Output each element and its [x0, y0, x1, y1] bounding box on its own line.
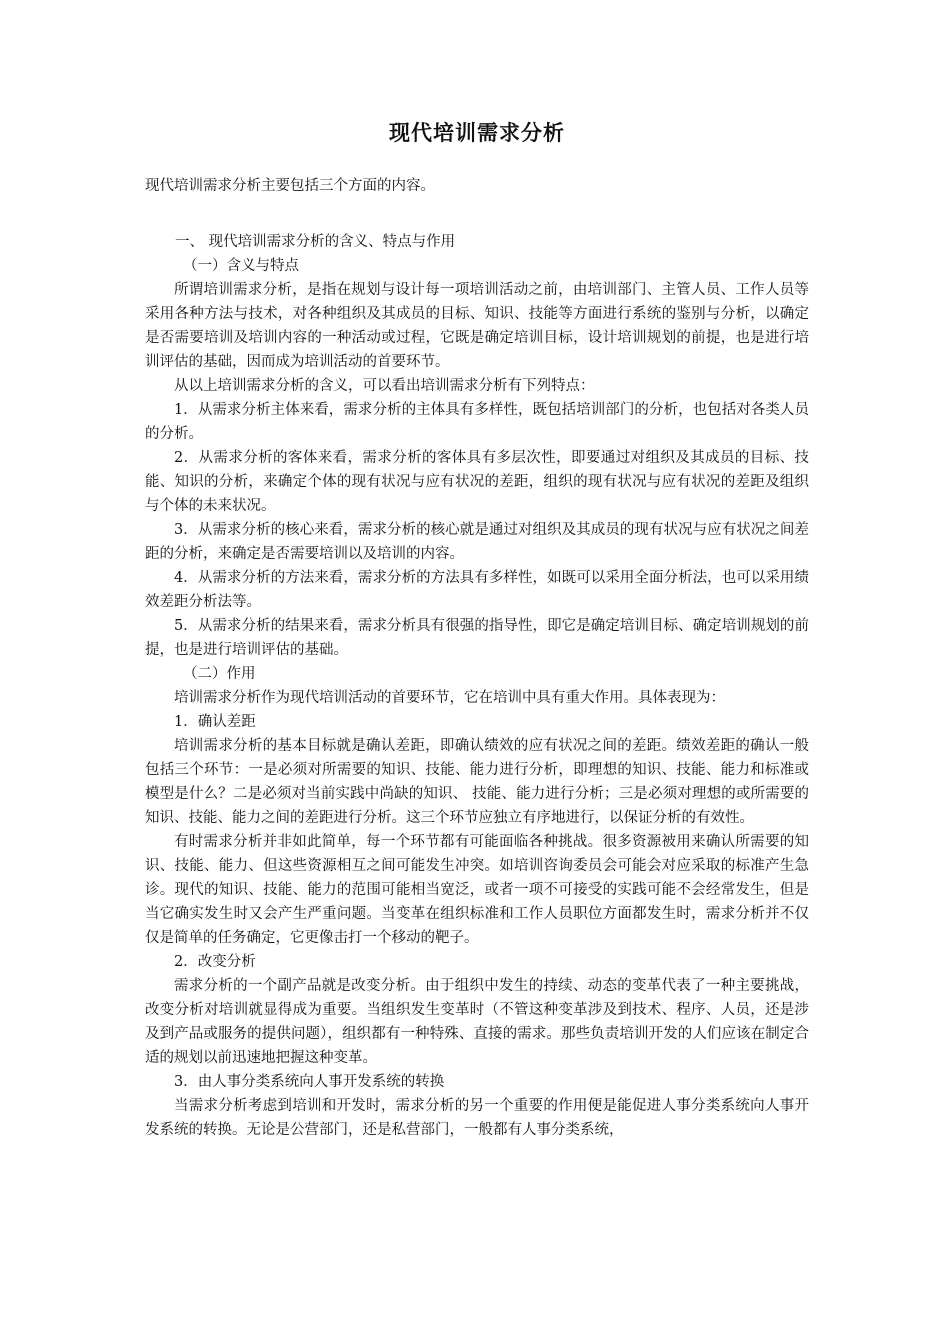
paragraph-features-intro: 从以上培训需求分析的含义，可以看出培训需求分析有下列特点：	[174, 378, 595, 394]
paragraph-definition: 所谓培训需求分析，是指在规划与设计每一项培训活动之前，由培训部门、主管人员、工作人员等采用各种方法与技术，对各种组织及其成员的目标、知识、技能等方面进行系统的鉴别与分析，以确定是否需要培训及培训内容的一种活动或过程，它既是确定培训目标，设计培训规划的前提，也是进行培训评估的基础，因而成为培训活动的首要环节。	[145, 282, 809, 370]
feature-point-3: 3．从需求分析的核心来看，需求分析的核心就是通过对组织及其成员的现有状况与应有状况之间差距的分析，来确定是否需要培训以及培训的内容。	[145, 522, 809, 562]
subsection-heading-2: （二）作用	[183, 666, 256, 682]
item-heading-1: 1．确认差距	[174, 714, 256, 730]
document-page	[145, 118, 809, 1142]
paragraph-challenges: 有时需求分析并非如此简单，每一个环节都有可能面临各种挑战。很多资源被用来确认所需要的知识、技能、能力、但这些资源相互之间可能发生冲突。如培训咨询委员会可能会对应采取的标准产生急诊。现代的知识、技能、能力的范围可能相当宽泛，或者一项不可接受的实践可能不会经常发生，但是当它确实发生时又会产生严重问题。当变革在组织标准和工作人员职位方面都发生时，需求分析并不仅仅是简单的任务确定，它更像击打一个移动的靶子。	[145, 834, 809, 946]
paragraph-change-analysis: 需求分析的一个副产品就是改变分析。由于组织中发生的持续、动态的变革代表了一种主要挑战，改变分析对培训就显得成为重要。当组织发生变革时（不管这种变革涉及到技术、程序、人员，还是涉及到产品或服务的提供问题），组织都有一种特殊、直接的需求。那些负责培训开发的人们应该在制定合适的规划以前迅速地把握这种变革。	[145, 978, 809, 1066]
feature-point-2: 2．从需求分析的客体来看，需求分析的客体具有多层次性，即要通过对组织及其成员的目标、技能、知识的分析，来确定个体的现有状况与应有状况的差距，组织的现有状况与应有状况的差距及组织与个体的未来状况。	[145, 450, 809, 514]
feature-point-4: 4．从需求分析的方法来看，需求分析的方法具有多样性，如既可以采用全面分析法，也可以采用绩效差距分析法等。	[145, 570, 809, 610]
item-heading-2: 2．改变分析	[174, 954, 256, 970]
blank-line	[145, 222, 809, 230]
section-heading-1: 一、 现代培训需求分析的含义、特点与作用	[175, 234, 456, 250]
item-heading-3: 3．由人事分类系统向人事开发系统的转换	[174, 1074, 445, 1090]
document-title: 现代培训需求分析	[389, 121, 565, 145]
feature-point-1: 1．从需求分析主体来看，需求分析的主体具有多样性，既包括培训部门的分析，也包括对各类人员的分析。	[145, 402, 809, 442]
feature-point-5: 5．从需求分析的结果来看，需求分析具有很强的指导性，即它是确定培训目标、确定培训规划的前提，也是进行培训评估的基础。	[145, 618, 809, 658]
subsection-heading-1: （一）含义与特点	[183, 258, 299, 274]
paragraph-role-intro: 培训需求分析作为现代培训活动的首要环节，它在培训中具有重大作用。具体表现为：	[174, 690, 725, 706]
paragraph-conversion: 当需求分析考虑到培训和开发时，需求分析的另一个重要的作用便是能促进人事分类系统向人事开发系统的转换。无论是公营部门，还是私营部门，一般都有人事分类系统，	[145, 1098, 809, 1138]
paragraph-gap: 培训需求分析的基本目标就是确认差距，即确认绩效的应有状况之间的差距。绩效差距的确认一般包括三个环节：一是必须对所需要的知识、技能、能力进行分析，即理想的知识、技能、能力和标准或模型是什么？二是必须对当前实践中尚缺的知识、 技能、能力进行分析；三是必须对理想的或所需要的知识、技能、能力之间的差距进行分析。这三个环节应独立有序地进行，以保证分析的有效性。	[145, 738, 809, 826]
intro-paragraph: 现代培训需求分析主要包括三个方面的内容。	[145, 178, 435, 194]
